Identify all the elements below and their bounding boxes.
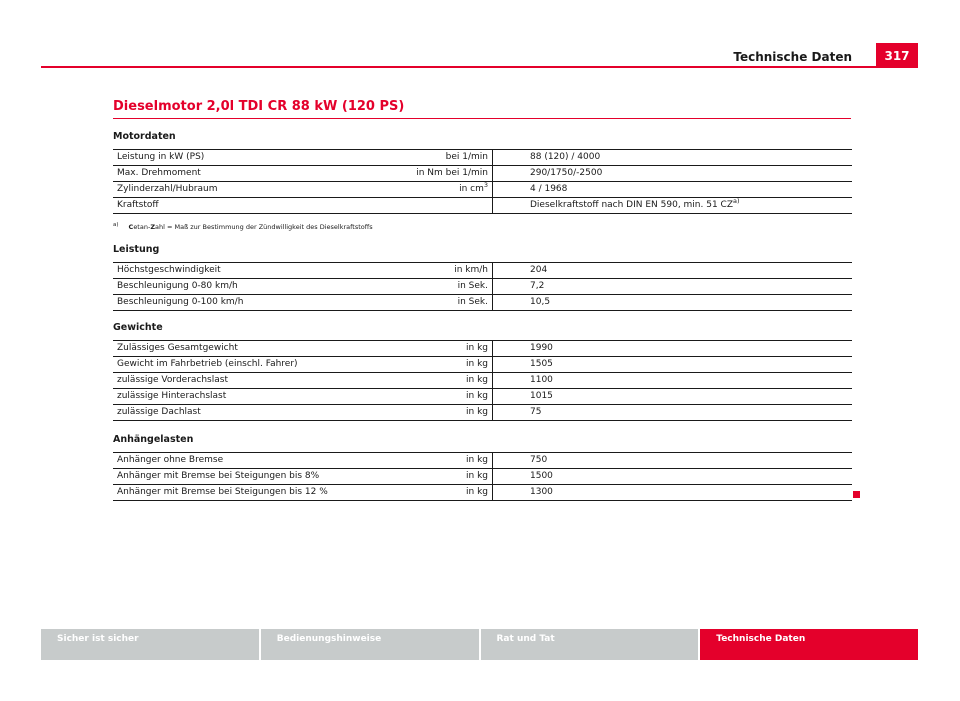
header-rule [41,66,918,68]
row-label: zulässige Hinterachslast [113,389,397,405]
row-value: 204 [493,263,853,279]
row-value: 10,5 [493,295,853,311]
footnote-ref: a) [733,197,740,205]
value-text: Dieselkraftstoff nach DIN EN 590, min. 51 CZ [530,200,733,210]
motordaten-heading: Motordaten [113,131,176,142]
row-unit: in kg [397,485,493,501]
row-label: Anhänger mit Bremse bei Steigungen bis 12 % [113,485,397,501]
row-unit: bei 1/min [397,150,493,166]
row-value: 290/1750/-2500 [493,166,853,182]
row-label: Max. Drehmoment [113,166,397,182]
row-unit [397,182,493,198]
footer-tab-rat-und-tat[interactable]: Rat und Tat [481,629,699,660]
row-value [493,198,853,214]
footer-tab-bedienungshinweise[interactable]: Bedienungshinweise [261,629,479,660]
row-value: 88 (120) / 4000 [493,150,853,166]
row-unit: in Nm bei 1/min [397,166,493,182]
footnote-mark: a) [113,222,119,228]
table-row [113,341,852,357]
table-row [113,198,852,214]
table-row [113,357,852,373]
row-unit: in Sek. [397,279,493,295]
row-label: zulässige Dachlast [113,405,397,421]
table-row [113,279,852,295]
table-row [113,295,852,311]
footnote-bold-c: C [128,223,134,232]
row-label: Zylinderzahl/Hubraum [113,182,397,198]
row-value: 1990 [493,341,853,357]
footer-nav [41,629,918,660]
footnote-text-1: etan- [133,223,151,232]
row-value: 1015 [493,389,853,405]
end-of-section-marker [853,491,860,498]
row-value: 75 [493,405,853,421]
row-value: 1100 [493,373,853,389]
row-value: 1300 [493,485,853,501]
page-number-badge: 317 [876,43,918,68]
table-row [113,405,852,421]
row-label: Kraftstoff [113,198,397,214]
table-row [113,263,852,279]
motordaten-table [113,149,852,214]
table-row [113,182,852,198]
row-value: 4 / 1968 [493,182,853,198]
row-value: 750 [493,453,853,469]
leistung-table [113,262,852,311]
running-header-title: Technische Daten [733,50,852,64]
table-row [113,453,852,469]
table-row [113,166,852,182]
row-unit: in kg [397,373,493,389]
footer-tab-technische-daten[interactable]: Technische Daten [700,629,918,660]
table-row [113,485,852,501]
section-title: Dieselmotor 2,0l TDI CR 88 kW (120 PS) [113,99,851,119]
table-row [113,150,852,166]
row-label: Gewicht im Fahrbetrieb (einschl. Fahrer) [113,357,397,373]
row-unit: in kg [397,469,493,485]
unit-superscript: 3 [483,181,488,189]
row-value: 1500 [493,469,853,485]
row-unit: in Sek. [397,295,493,311]
footnote [113,222,373,231]
row-label: zulässige Vorderachslast [113,373,397,389]
anhaengelasten-heading: Anhängelasten [113,434,194,445]
unit-text: in cm [459,184,484,194]
row-value: 1505 [493,357,853,373]
table-row [113,373,852,389]
row-unit: in kg [397,405,493,421]
row-value: 7,2 [493,279,853,295]
row-unit: in kg [397,453,493,469]
row-label: Zulässiges Gesamtgewicht [113,341,397,357]
row-label: Anhänger ohne Bremse [113,453,397,469]
row-label: Leistung in kW (PS) [113,150,397,166]
gewichte-table [113,340,852,421]
leistung-heading: Leistung [113,244,160,255]
row-unit: in km/h [397,263,493,279]
row-label: Beschleunigung 0-80 km/h [113,279,397,295]
row-unit [397,198,493,214]
row-unit: in kg [397,389,493,405]
table-row [113,389,852,405]
row-unit: in kg [397,357,493,373]
footnote-bold-z: Z [150,223,156,232]
row-label: Anhänger mit Bremse bei Steigungen bis 8% [113,469,397,485]
table-row [113,469,852,485]
row-label: Höchstgeschwindigkeit [113,263,397,279]
anhaengelasten-table [113,452,852,501]
row-unit: in kg [397,341,493,357]
row-label: Beschleunigung 0-100 km/h [113,295,397,311]
footnote-text-2: ahl = Maß zur Bestimmung der Zündwilligkeit des Dieselkraftstoffs [155,223,373,232]
footer-tab-sicher-ist-sicher[interactable]: Sicher ist sicher [41,629,259,660]
gewichte-heading: Gewichte [113,322,163,333]
